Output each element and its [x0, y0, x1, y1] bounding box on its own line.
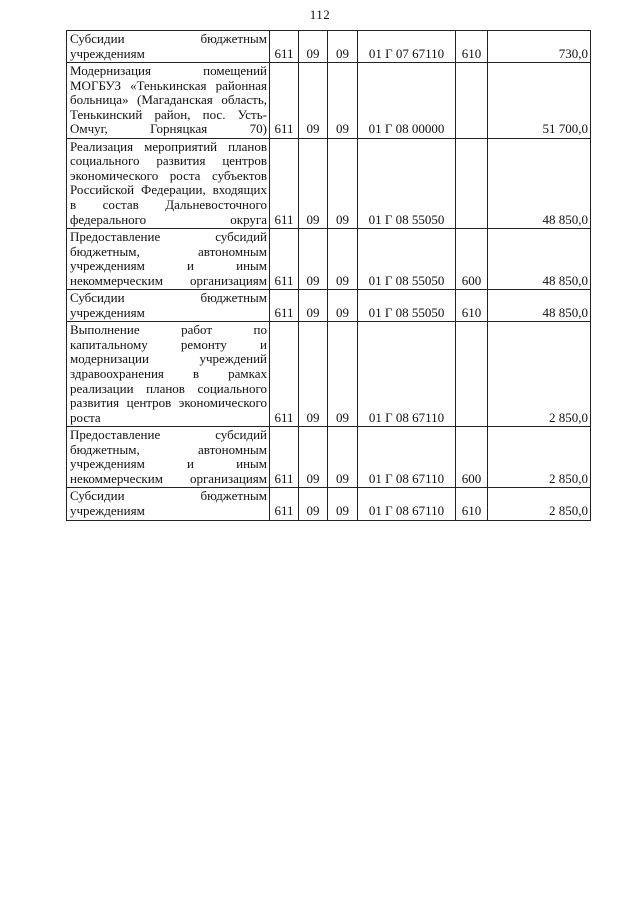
row-description: Субсидии бюджетным учреждениям	[67, 488, 270, 520]
row-description: Реализация мероприятий планов социального развития центров экономического роста субъектов Российской Федерации, входящих в состав Дальневосточного федерального округа	[67, 138, 270, 228]
ministry-code: 611	[270, 138, 299, 228]
target-article-code: 01 Г 08 00000	[358, 63, 456, 139]
amount: 730,0	[488, 31, 591, 63]
expense-type-code: 610	[456, 31, 488, 63]
amount: 48 850,0	[488, 229, 591, 290]
subsection-code: 09	[328, 427, 358, 488]
subsection-code: 09	[328, 138, 358, 228]
ministry-code: 611	[270, 290, 299, 322]
subsection-code: 09	[328, 488, 358, 520]
page-number: 112	[309, 7, 331, 22]
expense-type-code: 600	[456, 427, 488, 488]
table-row	[67, 290, 591, 322]
budget-table	[66, 30, 591, 521]
target-article-code: 01 Г 08 67110	[358, 322, 456, 427]
ministry-code: 611	[270, 31, 299, 63]
section-code: 09	[299, 488, 328, 520]
amount: 2 850,0	[488, 427, 591, 488]
ministry-code: 611	[270, 229, 299, 290]
table-row	[67, 63, 591, 139]
table-row	[67, 427, 591, 488]
target-article-code: 01 Г 08 55050	[358, 229, 456, 290]
subsection-code: 09	[328, 290, 358, 322]
amount: 48 850,0	[488, 138, 591, 228]
table-row	[67, 31, 591, 63]
amount: 2 850,0	[488, 322, 591, 427]
subsection-code: 09	[328, 31, 358, 63]
row-description: Субсидии бюджетным учреждениям	[67, 31, 270, 63]
amount: 48 850,0	[488, 290, 591, 322]
expense-type-code	[456, 322, 488, 427]
target-article-code: 01 Г 08 55050	[358, 290, 456, 322]
section-code: 09	[299, 229, 328, 290]
table-row	[67, 138, 591, 228]
row-description: Предоставление субсидий бюджетным, автономным учреждениям и иным некоммерческим организациям	[67, 427, 270, 488]
row-description: Предоставление субсидий бюджетным, автономным учреждениям и иным некоммерческим организациям	[67, 229, 270, 290]
section-code: 09	[299, 63, 328, 139]
ministry-code: 611	[270, 322, 299, 427]
section-code: 09	[299, 31, 328, 63]
section-code: 09	[299, 290, 328, 322]
expense-type-code	[456, 138, 488, 228]
expense-type-code: 610	[456, 290, 488, 322]
subsection-code: 09	[328, 229, 358, 290]
target-article-code: 01 Г 08 67110	[358, 427, 456, 488]
expense-type-code: 600	[456, 229, 488, 290]
table-row	[67, 229, 591, 290]
subsection-code: 09	[328, 63, 358, 139]
target-article-code: 01 Г 07 67110	[358, 31, 456, 63]
subsection-code: 09	[328, 322, 358, 427]
row-description: Субсидии бюджетным учреждениям	[67, 290, 270, 322]
table-row	[67, 322, 591, 427]
ministry-code: 611	[270, 488, 299, 520]
target-article-code: 01 Г 08 67110	[358, 488, 456, 520]
section-code: 09	[299, 138, 328, 228]
row-description: Выполнение работ по капитальному ремонту и модернизации учреждений здравоохранения в рамках реализации планов социального развития центров экономического роста	[67, 322, 270, 427]
expense-type-code	[456, 63, 488, 139]
expense-type-code: 610	[456, 488, 488, 520]
ministry-code: 611	[270, 427, 299, 488]
amount: 51 700,0	[488, 63, 591, 139]
table-row	[67, 488, 591, 520]
target-article-code: 01 Г 08 55050	[358, 138, 456, 228]
ministry-code: 611	[270, 63, 299, 139]
amount: 2 850,0	[488, 488, 591, 520]
section-code: 09	[299, 322, 328, 427]
row-description: Модернизация помещений МОГБУЗ «Тенькинская районная больница» (Магаданская область, Тенькинский район, пос. Усть-Омчуг, Горняцкая 70)	[67, 63, 270, 139]
section-code: 09	[299, 427, 328, 488]
